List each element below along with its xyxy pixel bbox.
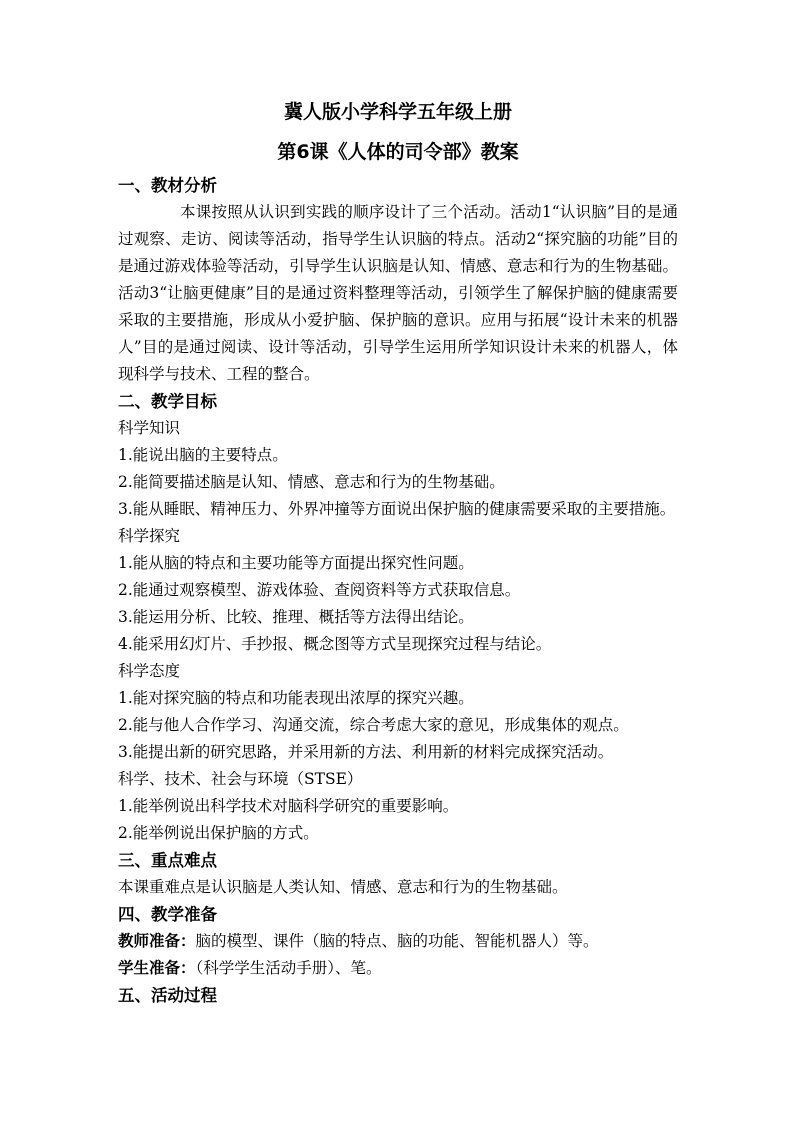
list-item: 3.能从睡眠、精神压力、外界冲撞等方面说出保护脑的健康需要采取的主要措施。	[118, 500, 676, 518]
document-title-lesson: 第6课《人体的司令部》教案	[277, 141, 519, 163]
objective-list	[118, 793, 678, 847]
list-item: 3.能运用分析、比较、推理、概括等方法得出结论。	[118, 608, 474, 626]
section-heading-activity-process: 五、活动过程	[118, 986, 217, 1005]
section-paragraph-teaching-material: 本课按照从认识到实践的顺序设计了三个活动。活动1“认识脑”目的是通过观察、走访、阅读等活动，指导学生认识脑的特点。活动2“探究脑的功能”目的是通过游戏体验等活动，引导学生认识脑是认知、情感、意志和行为的生物基础。活动3“让脑更健康”目的是通过资料整理等活动，引领学生了解保护脑的健康需要采取的主要措施，形成从小爱护脑、保护脑的意识。应用与拓展“设计未来的机器人”目的是通过阅读、设计等活动，引导学生运用所学知识设计未来的机器人，体现科学与技术、工程的整合。	[118, 203, 678, 383]
section-heading-key-points: 三、重点难点	[118, 851, 217, 870]
teacher-preparation	[118, 928, 678, 955]
document-title-series: 冀人版小学科学五年级上册	[283, 101, 512, 123]
section-paragraph-key-points: 本课重难点是认识脑是人类认知、情感、意志和行为的生物基础。	[118, 878, 568, 896]
section-heading-teaching-material: 一、教材分析	[118, 176, 217, 195]
list-item: 4.能采用幻灯片、手抄报、概念图等方式呈现探究过程与结论。	[118, 635, 552, 653]
list-item: 1.能说出脑的主要特点。	[118, 446, 288, 464]
student-preparation-text: （科学学生活动手册）、笔。	[195, 959, 382, 977]
section-heading-preparation: 四、教学准备	[118, 905, 217, 924]
list-item: 3.能提出新的研究思路，并采用新的方法、利用新的材料完成探究活动。	[118, 743, 614, 761]
list-item: 2.能举例说出保护脑的方式。	[118, 824, 319, 842]
objective-list	[118, 442, 678, 523]
list-item: 2.能与他人合作学习、沟通交流，综合考虑大家的意见，形成集体的观点。	[118, 716, 629, 734]
list-item: 1.能对探究脑的特点和功能表现出浓厚的探究兴趣。	[118, 689, 474, 707]
objective-group-label: 科学知识	[118, 419, 181, 437]
list-item: 1.能从脑的特点和主要功能等方面提出探究性问题。	[118, 554, 474, 572]
objective-list	[118, 550, 678, 658]
lesson-plan-page	[118, 92, 678, 1009]
objective-list	[118, 685, 678, 766]
objective-group-label: 科学探究	[118, 527, 181, 545]
student-preparation	[118, 955, 678, 982]
student-preparation-label: 学生准备：	[118, 959, 196, 977]
list-item: 2.能通过观察模型、游戏体验、查阅资料等方式获取信息。	[118, 581, 521, 599]
objective-group-label: 科学态度	[118, 662, 181, 680]
list-item: 2.能简要描述脑是认知、情感、意志和行为的生物基础。	[118, 473, 505, 491]
objective-group-label: 科学、技术、社会与环境（STSE）	[118, 770, 363, 788]
list-item: 1.能举例说出科学技术对脑科学研究的重要影响。	[118, 797, 459, 815]
teacher-preparation-text: 脑的模型、课件（脑的特点、脑的功能、智能机器人）等。	[195, 932, 599, 950]
teacher-preparation-label: 教师准备：	[118, 932, 196, 950]
section-heading-objectives: 二、教学目标	[118, 392, 217, 411]
